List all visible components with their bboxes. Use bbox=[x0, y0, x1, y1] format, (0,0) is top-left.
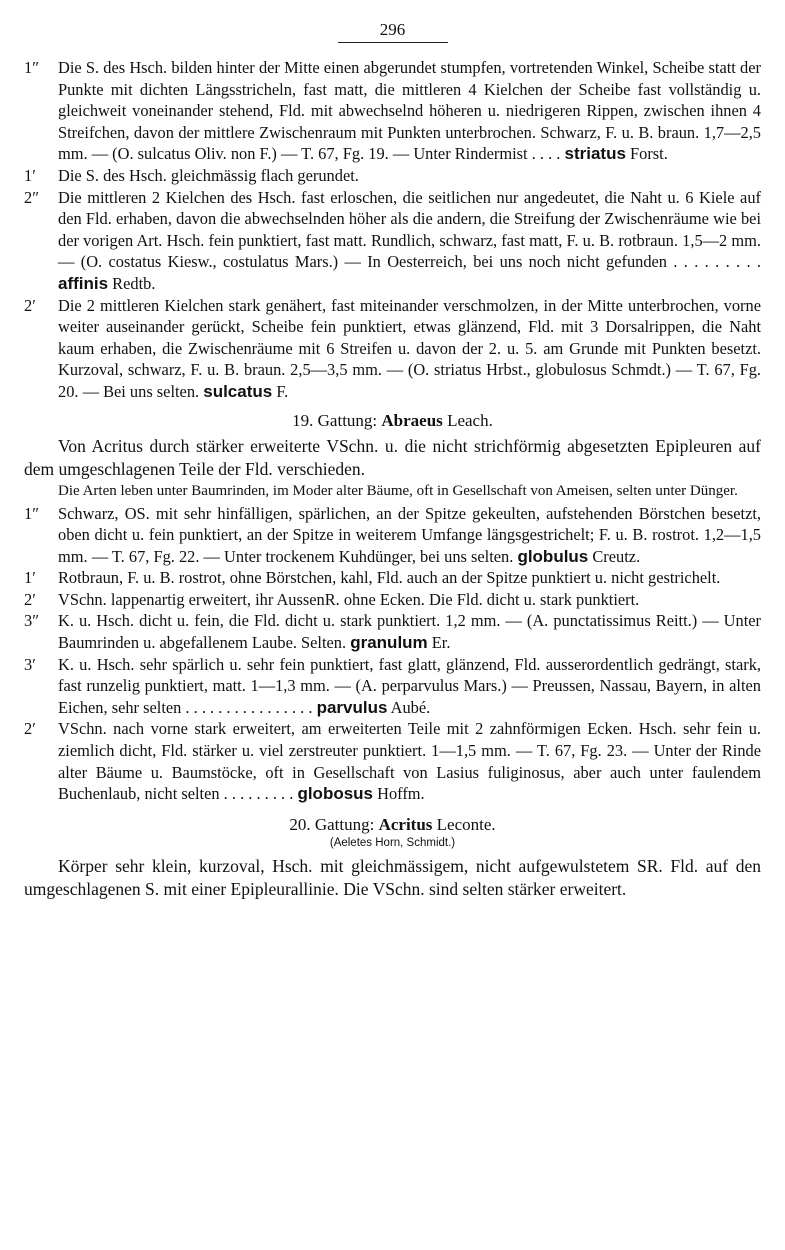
species-author: Hoffm. bbox=[377, 784, 425, 804]
species-author: Redtb. bbox=[112, 273, 156, 293]
species-author: F. bbox=[276, 381, 289, 401]
species-name: globulus bbox=[517, 546, 589, 566]
key-entry bbox=[24, 165, 761, 187]
species-author: Creutz. bbox=[592, 546, 641, 566]
genus-20-intro: Körper sehr klein, kurzoval, Hsch. mit gleichmässigem, nicht aufgewulstetem SR. Fld. auf den umgeschlagenen S. mit einer Epipleurallinie. Die VSchn. sind selten stärker erweitert. bbox=[24, 855, 761, 899]
genus-19-note: Die Arten leben unter Baumrinden, im Moder alter Bäume, oft in Gesellschaft von Ameisen, selten unter Dünger. bbox=[58, 482, 738, 499]
entry-text: K. u. Hsch. sehr spärlich u. sehr fein punktiert, fast glatt, glänzend, Fld. ausserordentlich gedrängt, stark, fast runzelig punktiert, matt. 1—1,3 mm. — (A. perparvulus Mars.) — Preussen, Nassau, Bayern, in alten Eichen, sehr selten . . . . . . . . . . . . . . . . bbox=[58, 654, 761, 717]
entry-number: 1″ bbox=[24, 503, 40, 523]
entry-number: 2′ bbox=[24, 295, 36, 315]
entry-text: VSchn. lappenartig erweitert, ihr AussenR. ohne Ecken. Die Fld. dicht u. stark punktiert. bbox=[58, 589, 640, 609]
entry-text: Die 2 mittleren Kielchen stark genähert, fast miteinander verschmolzen, in der Mitte unterbrochen, vorne weiter auseinander gerückt, Scheibe fein punktiert, etwas glänzend, Fld. mit 3 Dorsalrippen, die Naht kaum erhaben, die Zwischenräume mit 6 Streifen u. davon der 2. u. 5. am Grunde mit Punkten besetzt. Kurzoval, schwarz, F. u. B. braun. 2,5—3,5 mm. — (O. striatus Hrbst., globulosus Schmdt.) — T. 67, Fg. 20. — Bei uns selten. bbox=[58, 295, 761, 401]
key-entry bbox=[24, 503, 761, 568]
entry-number: 1″ bbox=[24, 58, 40, 77]
genus-19-heading bbox=[24, 411, 761, 431]
entry-number: 3′ bbox=[24, 654, 36, 674]
species-name: affinis bbox=[58, 273, 109, 293]
entry-text: Die S. des Hsch. gleichmässig flach gerundet. bbox=[58, 165, 359, 185]
genus-author: Leach. bbox=[447, 410, 493, 430]
genus-20-synonym: (Aeletes Horn, Schmidt.) bbox=[329, 836, 456, 849]
entry-text: Die mittleren 2 Kielchen des Hsch. fast erloschen, die seitlichen nur angedeutet, die Naht u. 6 Kiele auf den Fld. erhaben, davon die abwechselnden höher als die andern, die Streifung der Zwischenräume wie bei der vorigen Art. Hsch. fein punktiert, fast matt. Rundlich, schwarz, fast matt, F. u. B. rotbraun. 1,5—2 mm. — (O. costatus Kiesw., costulatus Mars.) — In Oesterreich, bei uns noch nicht gefunden . . . . . . . . . bbox=[58, 187, 761, 272]
entry-number: 1′ bbox=[24, 568, 36, 588]
key-section-1 bbox=[24, 57, 761, 403]
species-name: sulcatus bbox=[203, 381, 273, 401]
entry-text: Rotbraun, F. u. B. rostrot, ohne Börstchen, kahl, Fld. auch an der Spitze punktiert u. nicht gestrichelt. bbox=[58, 568, 721, 588]
species-author: Er. bbox=[431, 633, 451, 653]
species-author: Aubé. bbox=[390, 697, 431, 717]
genus-name: Acritus bbox=[378, 814, 433, 834]
key-entry bbox=[24, 654, 761, 719]
entry-number: 2′ bbox=[24, 719, 36, 739]
species-name: parvulus bbox=[316, 697, 388, 717]
genus-20-heading bbox=[24, 815, 761, 835]
key-entry bbox=[24, 567, 761, 589]
species-author: Forst. bbox=[630, 144, 668, 164]
species-name: striatus bbox=[564, 144, 626, 164]
key-entry bbox=[24, 610, 761, 653]
entry-text: VSchn. nach vorne stark erweitert, am erweiterten Teile mit 2 zahnförmigen Ecken. Hsch. sehr fein u. ziemlich dicht, Fld. stärker u. viel zerstreuter punktiert. 1—1,5 mm. — T. 67, Fg. 23. — Unter der Rinde alter Bäume u. Baumstöcke, oft in Gesellschaft von Lasius fuliginosus, aber auch unter faulendem Buchenlaub, nicht selten . . . . . . . . . bbox=[58, 719, 761, 804]
entry-text: Die S. des Hsch. bilden hinter der Mitte einen abgerundet stumpfen, vortretenden Winkel, Scheibe statt der Punkte mit dichten Längsstricheln, fast matt, die mittleren 4 Kielchen der Scheibe fast vollständig u. gleichweit voneinander stehend, Fld. mit abwechselnd höheren u. niedrigeren Rippen, zwischen ihnen 4 Streifchen, davon der mittlere Zwischenraum mit Punkten unterbrochen. Schwarz, F. u. B. braun. 1,7—2,5 mm. — (O. sulcatus Oliv. non F.) — T. 67, Fg. 19. — Unter Rindermist . . . . bbox=[58, 58, 761, 164]
key-entry bbox=[24, 187, 761, 295]
entry-text: K. u. Hsch. dicht u. fein, die Fld. dicht u. stark punktiert. 1,2 mm. — (A. punctatissimus Reitt.) — Unter Baumrinden u. abgefallenem Laube. Selten. bbox=[58, 611, 761, 653]
genus-label: 20. Gattung: bbox=[289, 814, 375, 834]
key-entry bbox=[24, 718, 761, 804]
genus-author: Leconte. bbox=[436, 814, 496, 834]
entry-number: 2″ bbox=[24, 187, 40, 207]
species-name: granulum bbox=[350, 633, 428, 653]
genus-name: Abraeus bbox=[381, 410, 443, 430]
entry-number: 1′ bbox=[24, 165, 36, 185]
key-entry bbox=[24, 295, 761, 403]
species-name: globosus bbox=[297, 784, 374, 804]
genus-19-intro: Von Acritus durch stärker erweiterte VSchn. u. die nicht strichförmig abgesetzten Epipleuren auf dem umgeschlagenen Teile der Fld. verschieden. bbox=[24, 435, 761, 479]
genus-label: 19. Gattung: bbox=[292, 410, 378, 430]
entry-number: 3″ bbox=[24, 611, 40, 631]
page-number: 296 bbox=[379, 20, 406, 39]
entry-number: 2′ bbox=[24, 589, 36, 609]
entry-text: Schwarz, OS. mit sehr hinfälligen, spärlichen, an der Spitze gekeulten, aufstehenden Börstchen besetzt, oben dicht u. fein punktiert, an der Spitze in weiterem Umfange längsgestrichelt; F. u. B. rostrot. 1,2—1,5 mm. — T. 67, Fg. 22. — Unter trockenem Kuhdünger, bei uns selten. bbox=[58, 503, 761, 566]
key-entry bbox=[24, 57, 761, 165]
key-section-2 bbox=[24, 503, 761, 805]
key-entry bbox=[24, 589, 761, 611]
page-number-rule bbox=[338, 42, 448, 43]
